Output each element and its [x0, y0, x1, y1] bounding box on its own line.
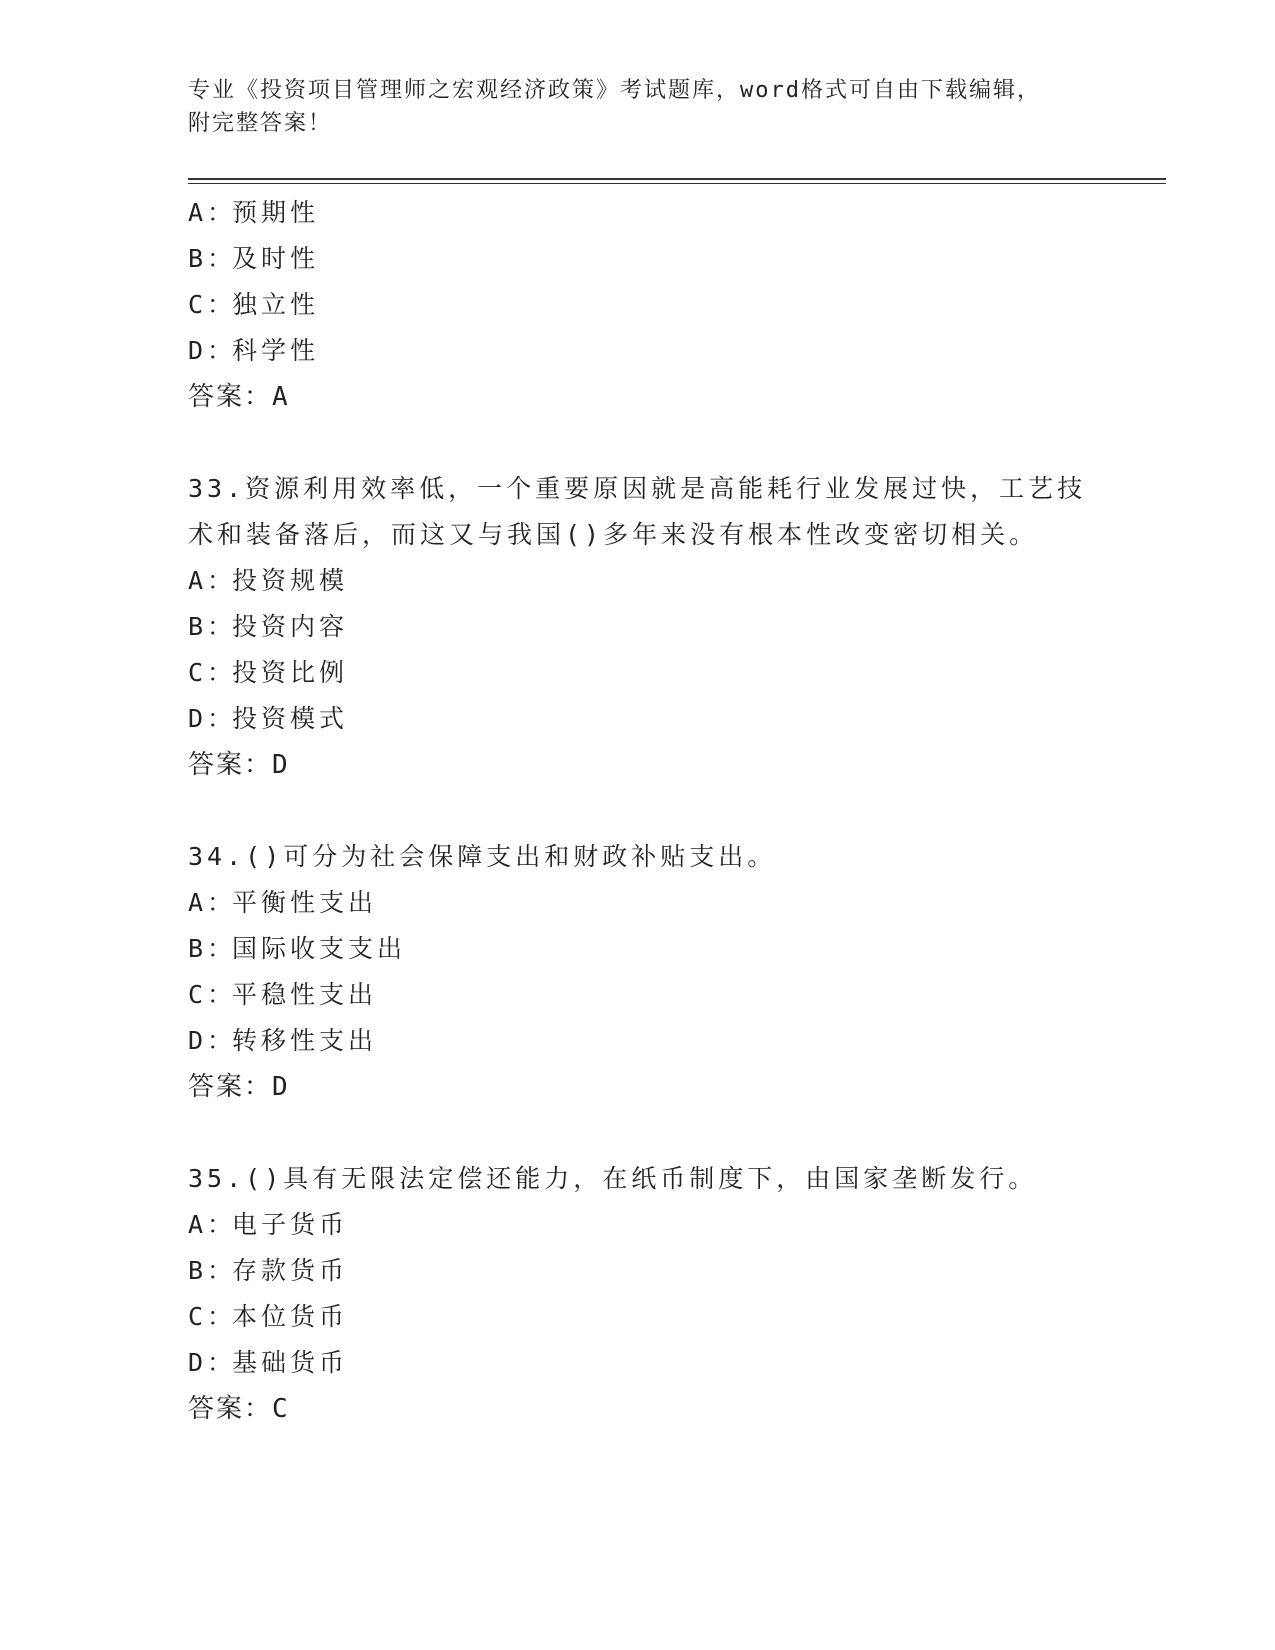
answer-line: 答案：D	[188, 750, 290, 780]
option-letter: A：	[188, 566, 237, 595]
option-text: 基础货币	[232, 1348, 349, 1377]
option-d	[188, 696, 1148, 742]
option-letter: A：	[188, 888, 237, 917]
option-text: 国际收支支出	[232, 934, 407, 963]
option-letter: B：	[188, 1256, 237, 1285]
option-text: 投资内容	[232, 612, 349, 641]
option-letter: A：	[188, 198, 237, 227]
header-divider-thick	[188, 178, 1166, 180]
option-letter: D：	[188, 336, 237, 365]
header-line-1: 专业《投资项目管理师之宏观经济政策》考试题库，word格式可自由下载编辑，	[188, 78, 1041, 103]
option-d	[188, 1018, 1148, 1064]
option-letter: D：	[188, 1348, 237, 1377]
option-text: 科学性	[232, 336, 320, 365]
option-text: 独立性	[232, 290, 320, 319]
answer-line: 答案：A	[188, 382, 290, 412]
question-32-partial	[188, 190, 1148, 420]
option-b	[188, 604, 1148, 650]
option-b	[188, 236, 1148, 282]
question-list	[188, 190, 1148, 1432]
document-header	[188, 74, 1168, 140]
question-text-line-1: 33.资源利用效率低，一个重要原因就是高能耗行业发展过快，工艺技	[188, 474, 1087, 503]
question-text-line-1: 35.()具有无限法定偿还能力，在纸币制度下，由国家垄断发行。	[188, 1164, 1038, 1193]
option-letter: D：	[188, 1026, 237, 1055]
option-letter: C：	[188, 980, 237, 1009]
option-letter: D：	[188, 704, 237, 733]
option-c	[188, 1294, 1148, 1340]
option-text: 投资规模	[232, 566, 349, 595]
option-text: 平稳性支出	[232, 980, 378, 1009]
option-letter: B：	[188, 244, 237, 273]
option-text: 投资模式	[232, 704, 349, 733]
option-text: 转移性支出	[232, 1026, 378, 1055]
option-letter: B：	[188, 612, 237, 641]
header-divider-thin	[188, 183, 1166, 184]
option-text: 本位货币	[232, 1302, 349, 1331]
question-text-line-2: 术和装备落后，而这又与我国()多年来没有根本性改变密切相关。	[188, 520, 1039, 549]
option-c	[188, 650, 1148, 696]
option-text: 平衡性支出	[232, 888, 378, 917]
option-c	[188, 972, 1148, 1018]
option-a	[188, 190, 1148, 236]
option-letter: C：	[188, 290, 237, 319]
option-c	[188, 282, 1148, 328]
question-35	[188, 1156, 1148, 1432]
option-letter: C：	[188, 658, 237, 687]
option-text: 电子货币	[232, 1210, 349, 1239]
option-letter: C：	[188, 1302, 237, 1331]
option-b	[188, 1248, 1148, 1294]
option-letter: A：	[188, 1210, 237, 1239]
option-text: 投资比例	[232, 658, 349, 687]
option-letter: B：	[188, 934, 237, 963]
option-text: 预期性	[232, 198, 320, 227]
question-34	[188, 834, 1148, 1110]
option-a	[188, 558, 1148, 604]
option-a	[188, 1202, 1148, 1248]
option-b	[188, 926, 1148, 972]
option-text: 及时性	[232, 244, 320, 273]
header-line-2: 附完整答案！	[188, 111, 333, 136]
question-33	[188, 466, 1148, 788]
option-a	[188, 880, 1148, 926]
answer-line: 答案：D	[188, 1072, 290, 1102]
question-text-line-1: 34.()可分为社会保障支出和财政补贴支出。	[188, 842, 777, 871]
option-d	[188, 328, 1148, 374]
option-text: 存款货币	[232, 1256, 349, 1285]
option-d	[188, 1340, 1148, 1386]
answer-line: 答案：C	[188, 1394, 290, 1424]
